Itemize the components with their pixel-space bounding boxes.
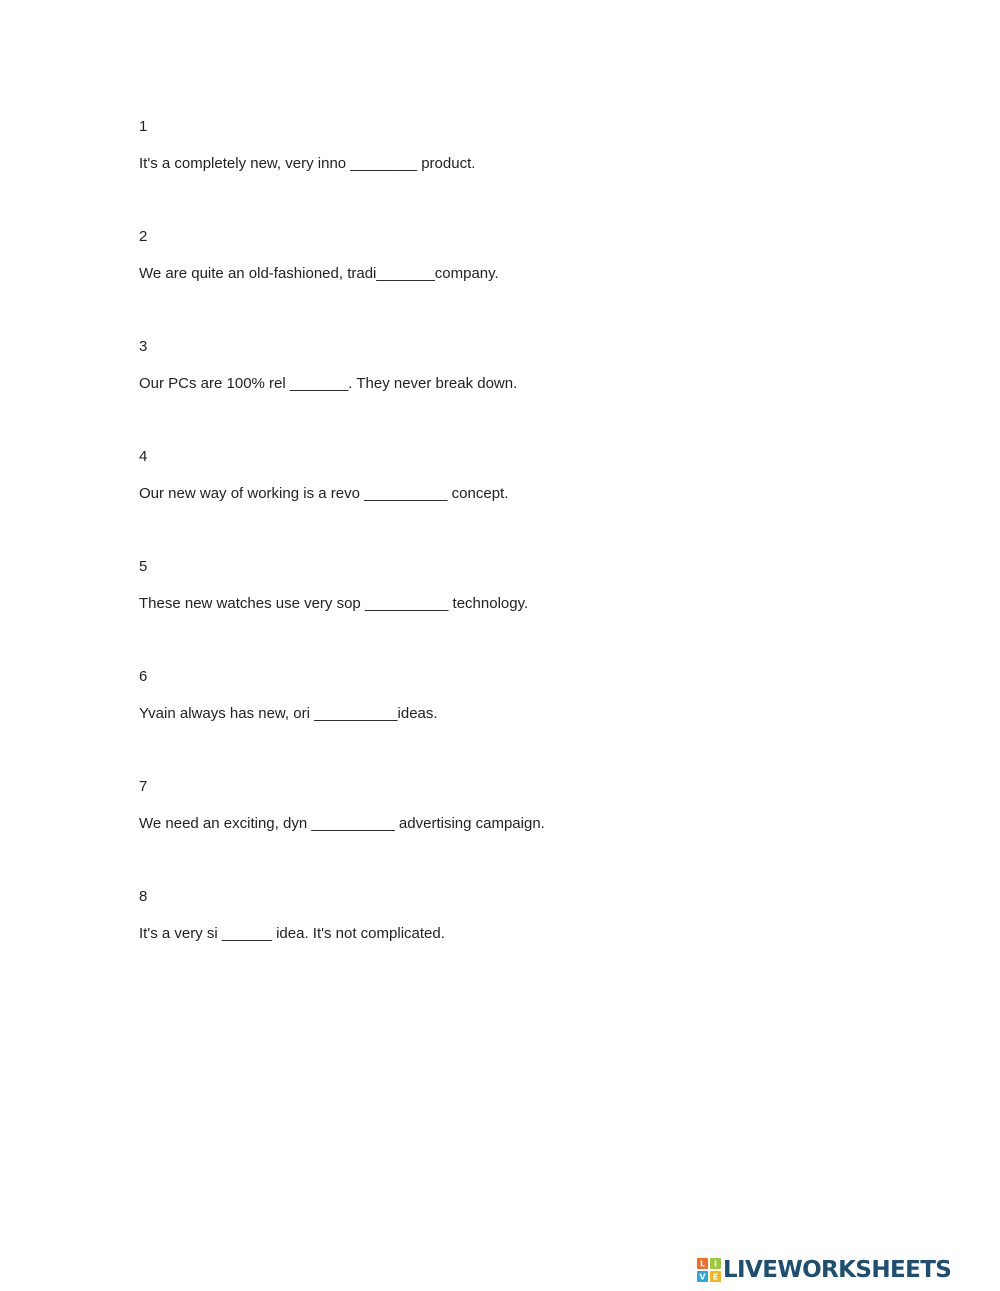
question-number: 1 (139, 118, 148, 135)
question-number: 7 (139, 778, 148, 795)
brand-name: LIVEWORKSHEETS (723, 1257, 952, 1283)
question-number: 3 (139, 338, 148, 355)
liveworksheets-logo-icon (697, 1258, 721, 1282)
question-sentence: It's a completely new, very inno ________ product. (139, 155, 476, 172)
logo-letter-v: V (699, 1272, 706, 1282)
question-sentence: Our PCs are 100% rel _______. They never break down. (139, 375, 518, 392)
logo-letter-l: L (699, 1259, 706, 1269)
liveworksheets-brand (697, 1257, 993, 1283)
question-sentence: It's a very si ______ idea. It's not complicated. (139, 925, 445, 942)
question-number: 6 (139, 668, 148, 685)
question-sentence: We are quite an old-fashioned, tradi_______company. (139, 265, 499, 282)
logo-letter-i: I (714, 1259, 717, 1269)
question-number: 8 (139, 888, 148, 905)
question-sentence: These new watches use very sop __________ technology. (139, 595, 529, 612)
question-number: 2 (139, 228, 148, 245)
question-sentence: Yvain always has new, ori __________ideas. (139, 705, 438, 722)
logo-letter-e: E (712, 1272, 719, 1282)
question-number: 4 (139, 448, 148, 465)
question-number: 5 (139, 558, 148, 575)
question-sentence: Our new way of working is a revo __________ concept. (139, 485, 509, 502)
question-sentence: We need an exciting, dyn __________ advertising campaign. (139, 815, 545, 832)
